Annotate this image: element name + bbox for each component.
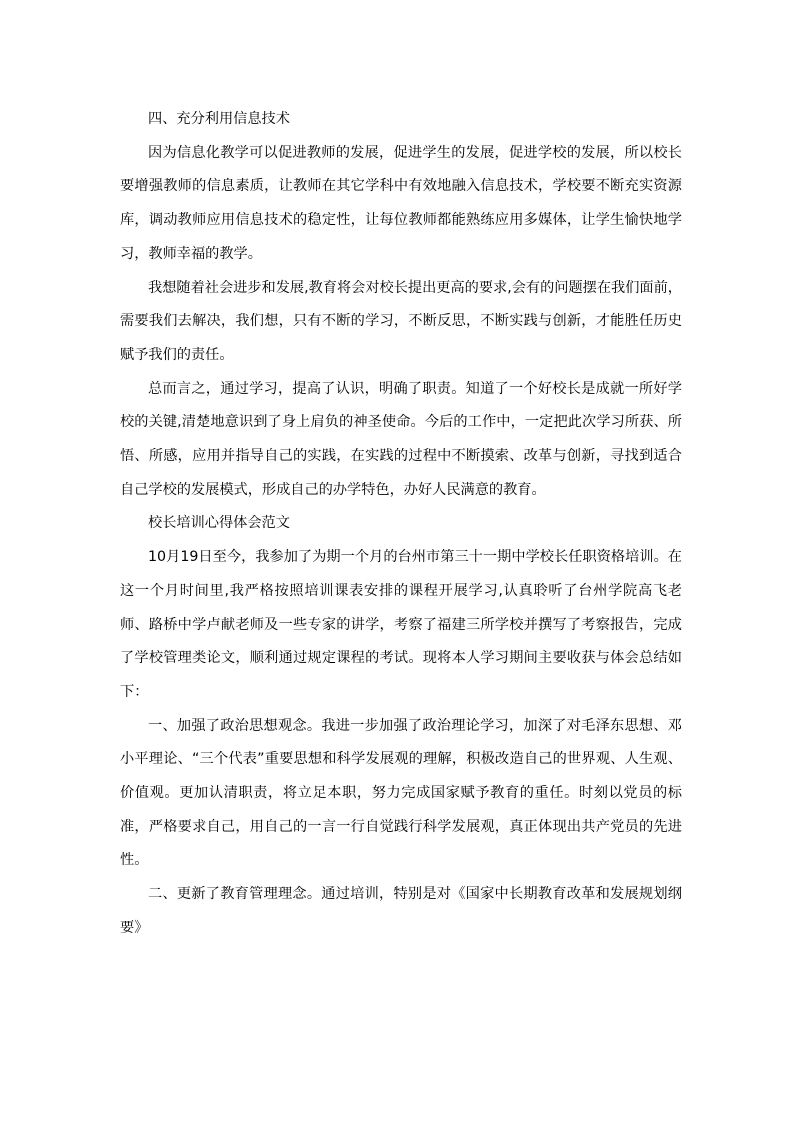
- paragraph-political-thought: 一、加强了政治思想观念。我进一步加强了政治理论学习，加深了对毛泽东思想、邓小平理论、“三个代表”重要思想和科学发展观的理解，积极改造自己的世界观、人生观、价值观。更加认清职责，将立足本职，努力完成国家赋予教育的重任。时刻以党员的标准，严格要求自己，用自己的一言一行自觉践行科学发展观，真正体现出共产党员的先进性。: [120, 717, 682, 869]
- document-page: [120, 103, 682, 946]
- paragraph-training-intro: 10月19日至今，我参加了为期一个月的台州市第三十一期中学校长任职资格培训。在这一个月时间里,我严格按照培训课表安排的课程开展学习,认真聆听了台州学院高飞老师、路桥中学卢献老师及一些专家的讲学，考察了福建三所学校并撰写了考察报告，完成了学校管理类论文，顺利通过规定课程的考试。现将本人学习期间主要收获与体会总结如下：: [120, 549, 682, 700]
- paragraph-information-teaching: 因为信息化教学可以促进教师的发展，促进学生的发展，促进学校的发展，所以校长要增强教师的信息素质，让教师在其它学科中有效地融入信息技术，学校要不断充实资源库，调动教师应用信息技术的稳定性，让每位教师都能熟练应用多媒体，让学生愉快地学习，教师幸福的教学。: [120, 144, 682, 262]
- paragraph-management-concept: 二、更新了教育管理理念。通过培训，特别是对《国家中长期教育改革和发展规划纲要》: [120, 886, 682, 936]
- section-heading-information-technology: 四、充分利用信息技术: [148, 111, 290, 127]
- paragraph-social-progress: 我想随着社会进步和发展,教育将会对校长提出更高的要求,会有的问题摆在我们面前，需要我们去解决，我们想，只有不断的学习，不断反思，不断实践与创新，才能胜任历史赋予我们的责任。: [120, 279, 682, 363]
- section-heading-training-essay: 校长培训心得体会范文: [148, 515, 290, 532]
- paragraph-summary: 总而言之，通过学习，提高了认识，明确了职责。知道了一个好校长是成就一所好学校的关键,清楚地意识到了身上肩负的神圣使命。今后的工作中，一定把此次学习所获、所悟、所感，应用并指导自己的实践，在实践的过程中不断摸索、改革与创新，寻找到适合自己学校的发展模式，形成自己的办学特色，办好人民满意的教育。: [120, 380, 682, 498]
